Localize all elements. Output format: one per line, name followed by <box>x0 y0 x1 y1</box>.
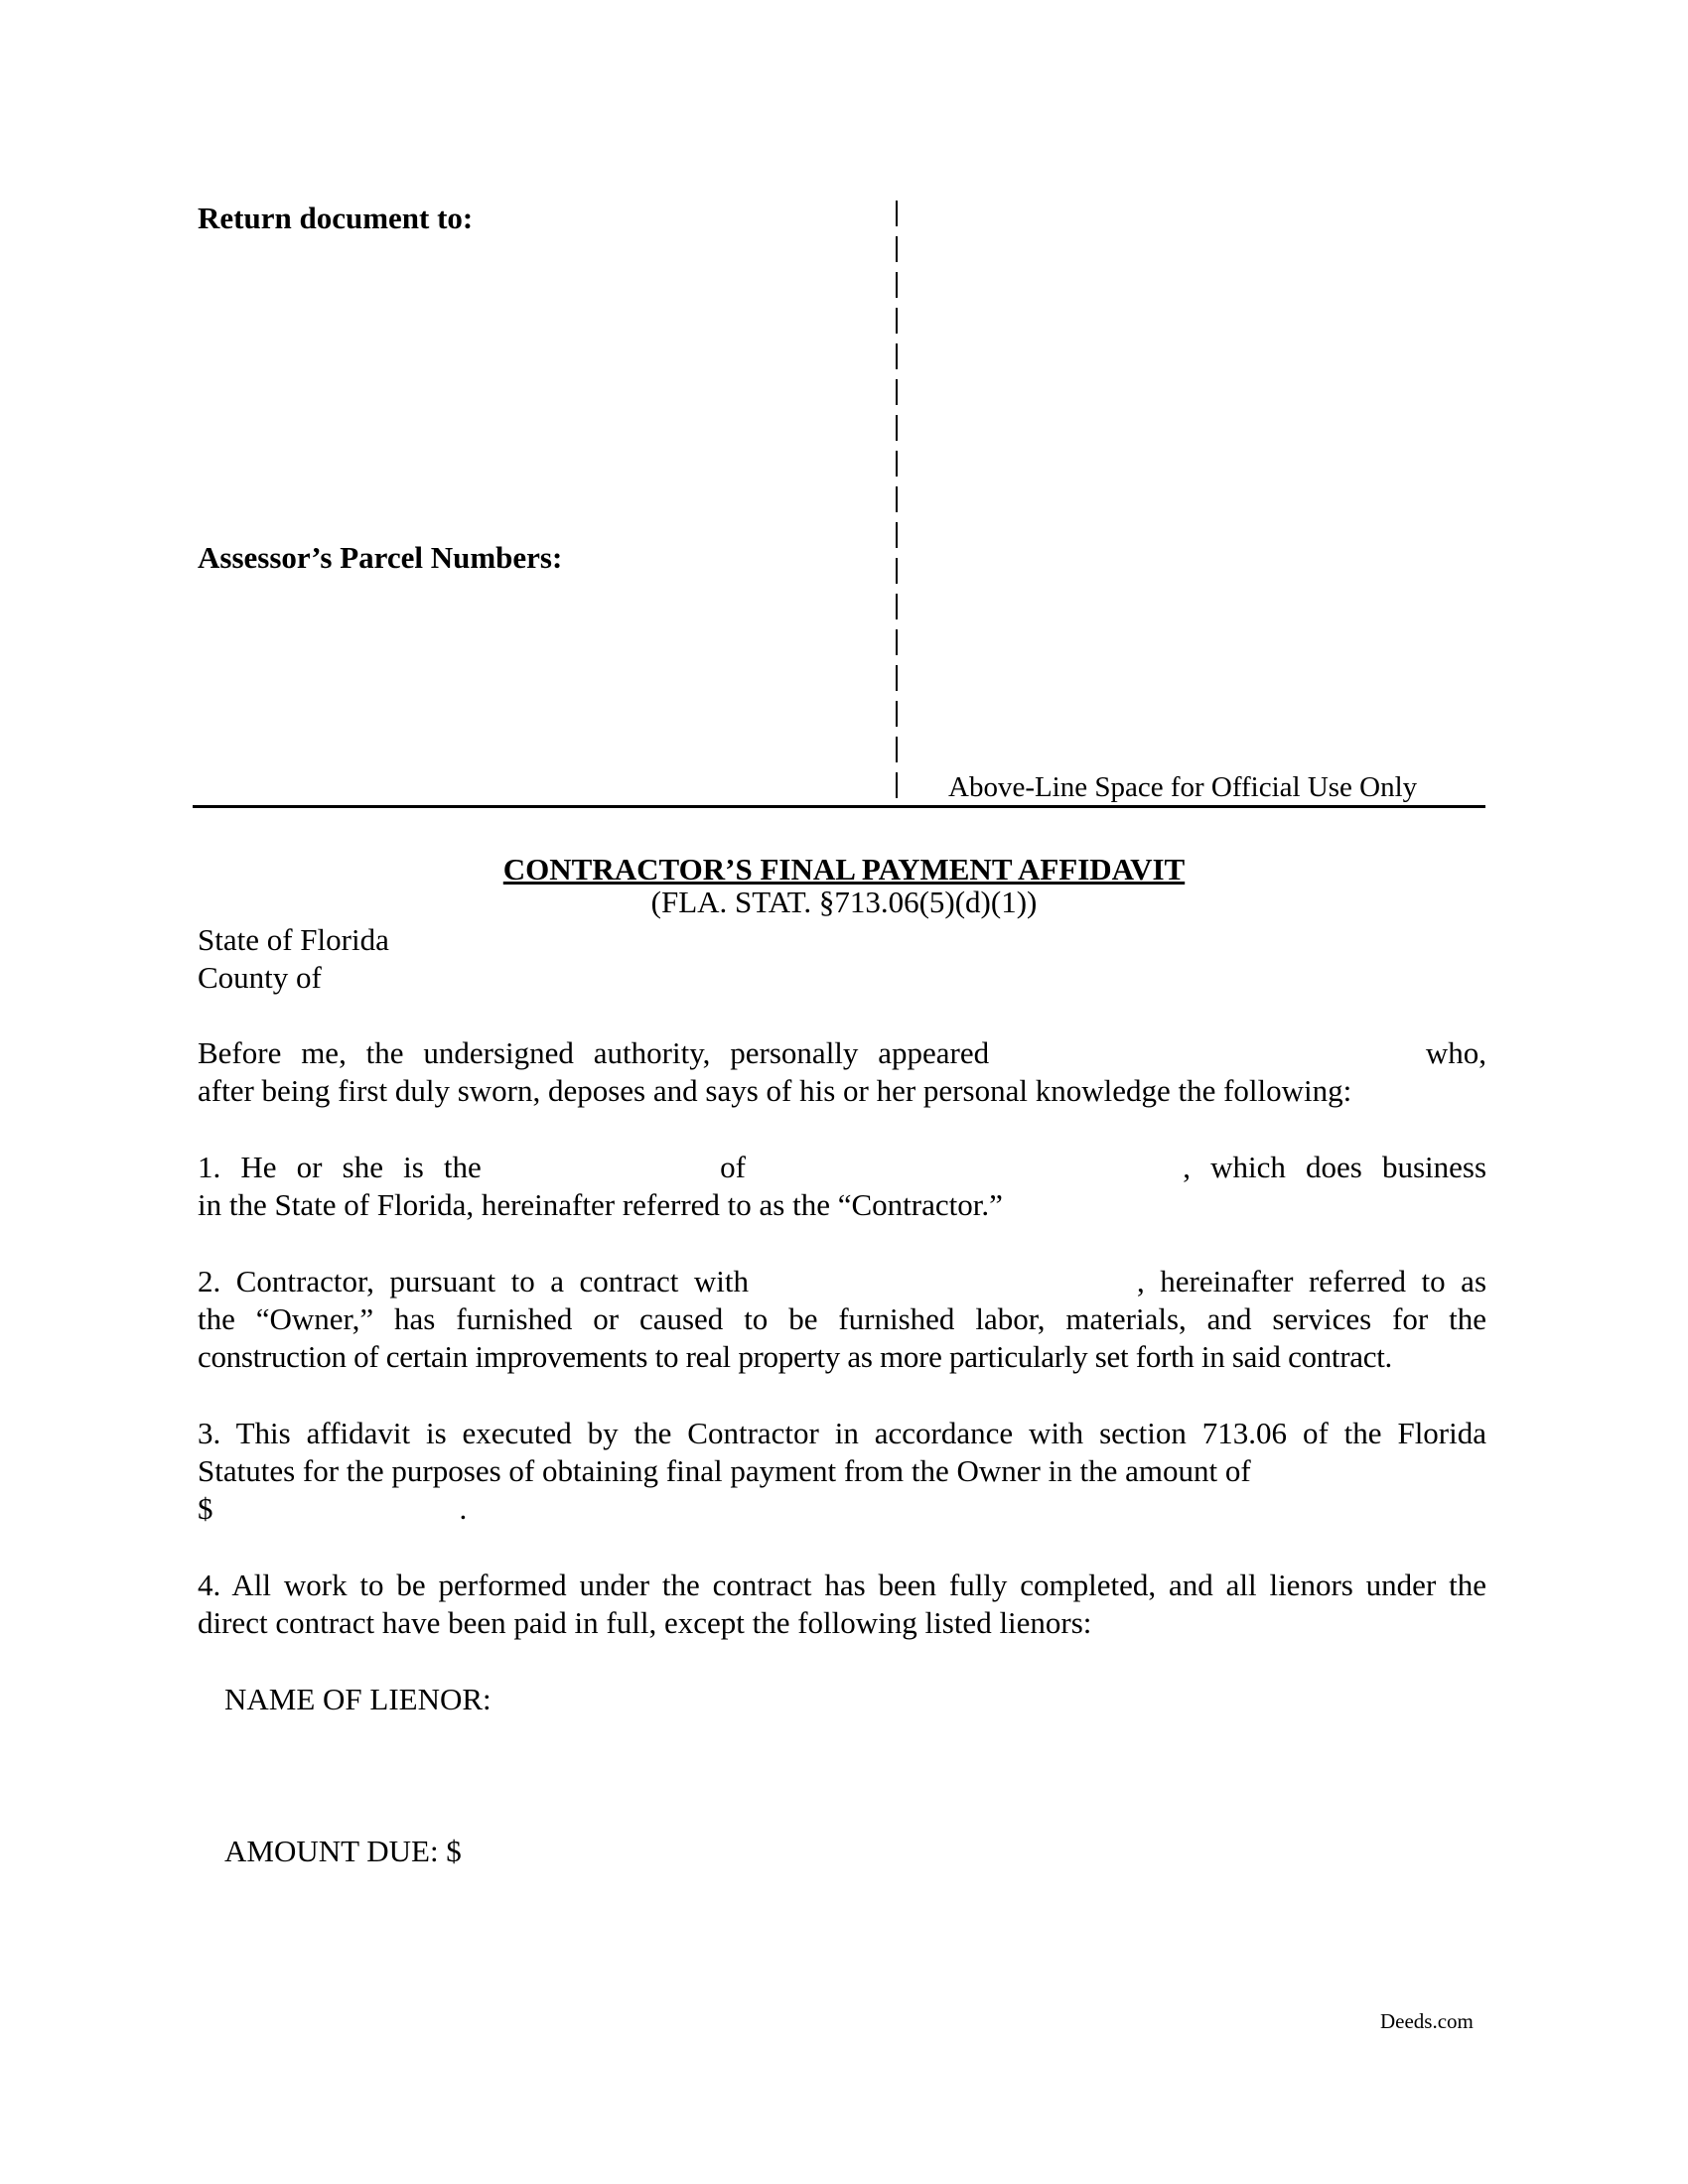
para3-line-1: 3. This affidavit is executed by the Contractor in accordance with section 713.06 of the Florida <box>198 1416 1486 1450</box>
dollar-sign: $ <box>198 1491 213 1526</box>
para2-text-a: 2. Contractor, pursuant to a contract with <box>198 1264 749 1298</box>
parcel-numbers-label: Assessor’s Parcel Numbers: <box>198 540 563 575</box>
para2-text-b: , hereinafter referred to as <box>1136 1264 1487 1298</box>
para2-line-3: construction of certain improvements to real property as more particularly set forth in said contract. <box>198 1339 1392 1374</box>
para2-line-2: the “Owner,” has furnished or caused to be furnished labor, materials, and services for the <box>198 1301 1486 1336</box>
para1-text-a: 1. He or she is the <box>198 1150 482 1184</box>
recording-line <box>193 805 1485 808</box>
amount-due-label: AMOUNT DUE: $ <box>224 1834 462 1868</box>
lienor-name-label: NAME OF LIENOR: <box>224 1682 492 1716</box>
return-document-label: Return document to: <box>198 201 474 235</box>
para1-text-b: of <box>720 1150 746 1184</box>
statute-citation: (FLA. STAT. §713.06(5)(d)(1)) <box>650 885 1038 919</box>
intro-text-b: who, <box>1425 1035 1486 1070</box>
official-use-label: Above-Line Space for Official Use Only <box>948 771 1418 803</box>
para3-period: . <box>459 1491 468 1526</box>
deeds-brand: Deeds.com <box>1380 2009 1474 2033</box>
county-line: County of <box>198 960 322 995</box>
para3-line-2: Statutes for the purposes of obtaining final payment from the Owner in the amount of <box>198 1453 1251 1488</box>
para3-line-3 <box>198 1490 467 1528</box>
para1-text-c: , which does business <box>1183 1150 1487 1184</box>
intro-text-a: Before me, the undersigned authority, personally appeared <box>198 1035 990 1070</box>
document-title: CONTRACTOR’S FINAL PAYMENT AFFIDAVIT <box>502 852 1186 887</box>
intro-line-1 <box>198 1034 1486 1072</box>
para1-line-2: in the State of Florida, hereinafter referred to as the “Contractor.” <box>198 1187 1003 1222</box>
para4-line-2: direct contract have been paid in full, except the following listed lienors: <box>198 1605 1092 1640</box>
para1-line-1 <box>198 1149 1486 1186</box>
state-line: State of Florida <box>198 922 389 957</box>
recording-area-divider <box>896 201 898 802</box>
intro-line-2: after being first duly sworn, deposes and says of his or her personal knowledge the following: <box>198 1073 1352 1108</box>
para4-line-1: 4. All work to be performed under the contract has been fully completed, and all lienors under the <box>198 1568 1486 1602</box>
para2-line-1 <box>198 1263 1486 1300</box>
